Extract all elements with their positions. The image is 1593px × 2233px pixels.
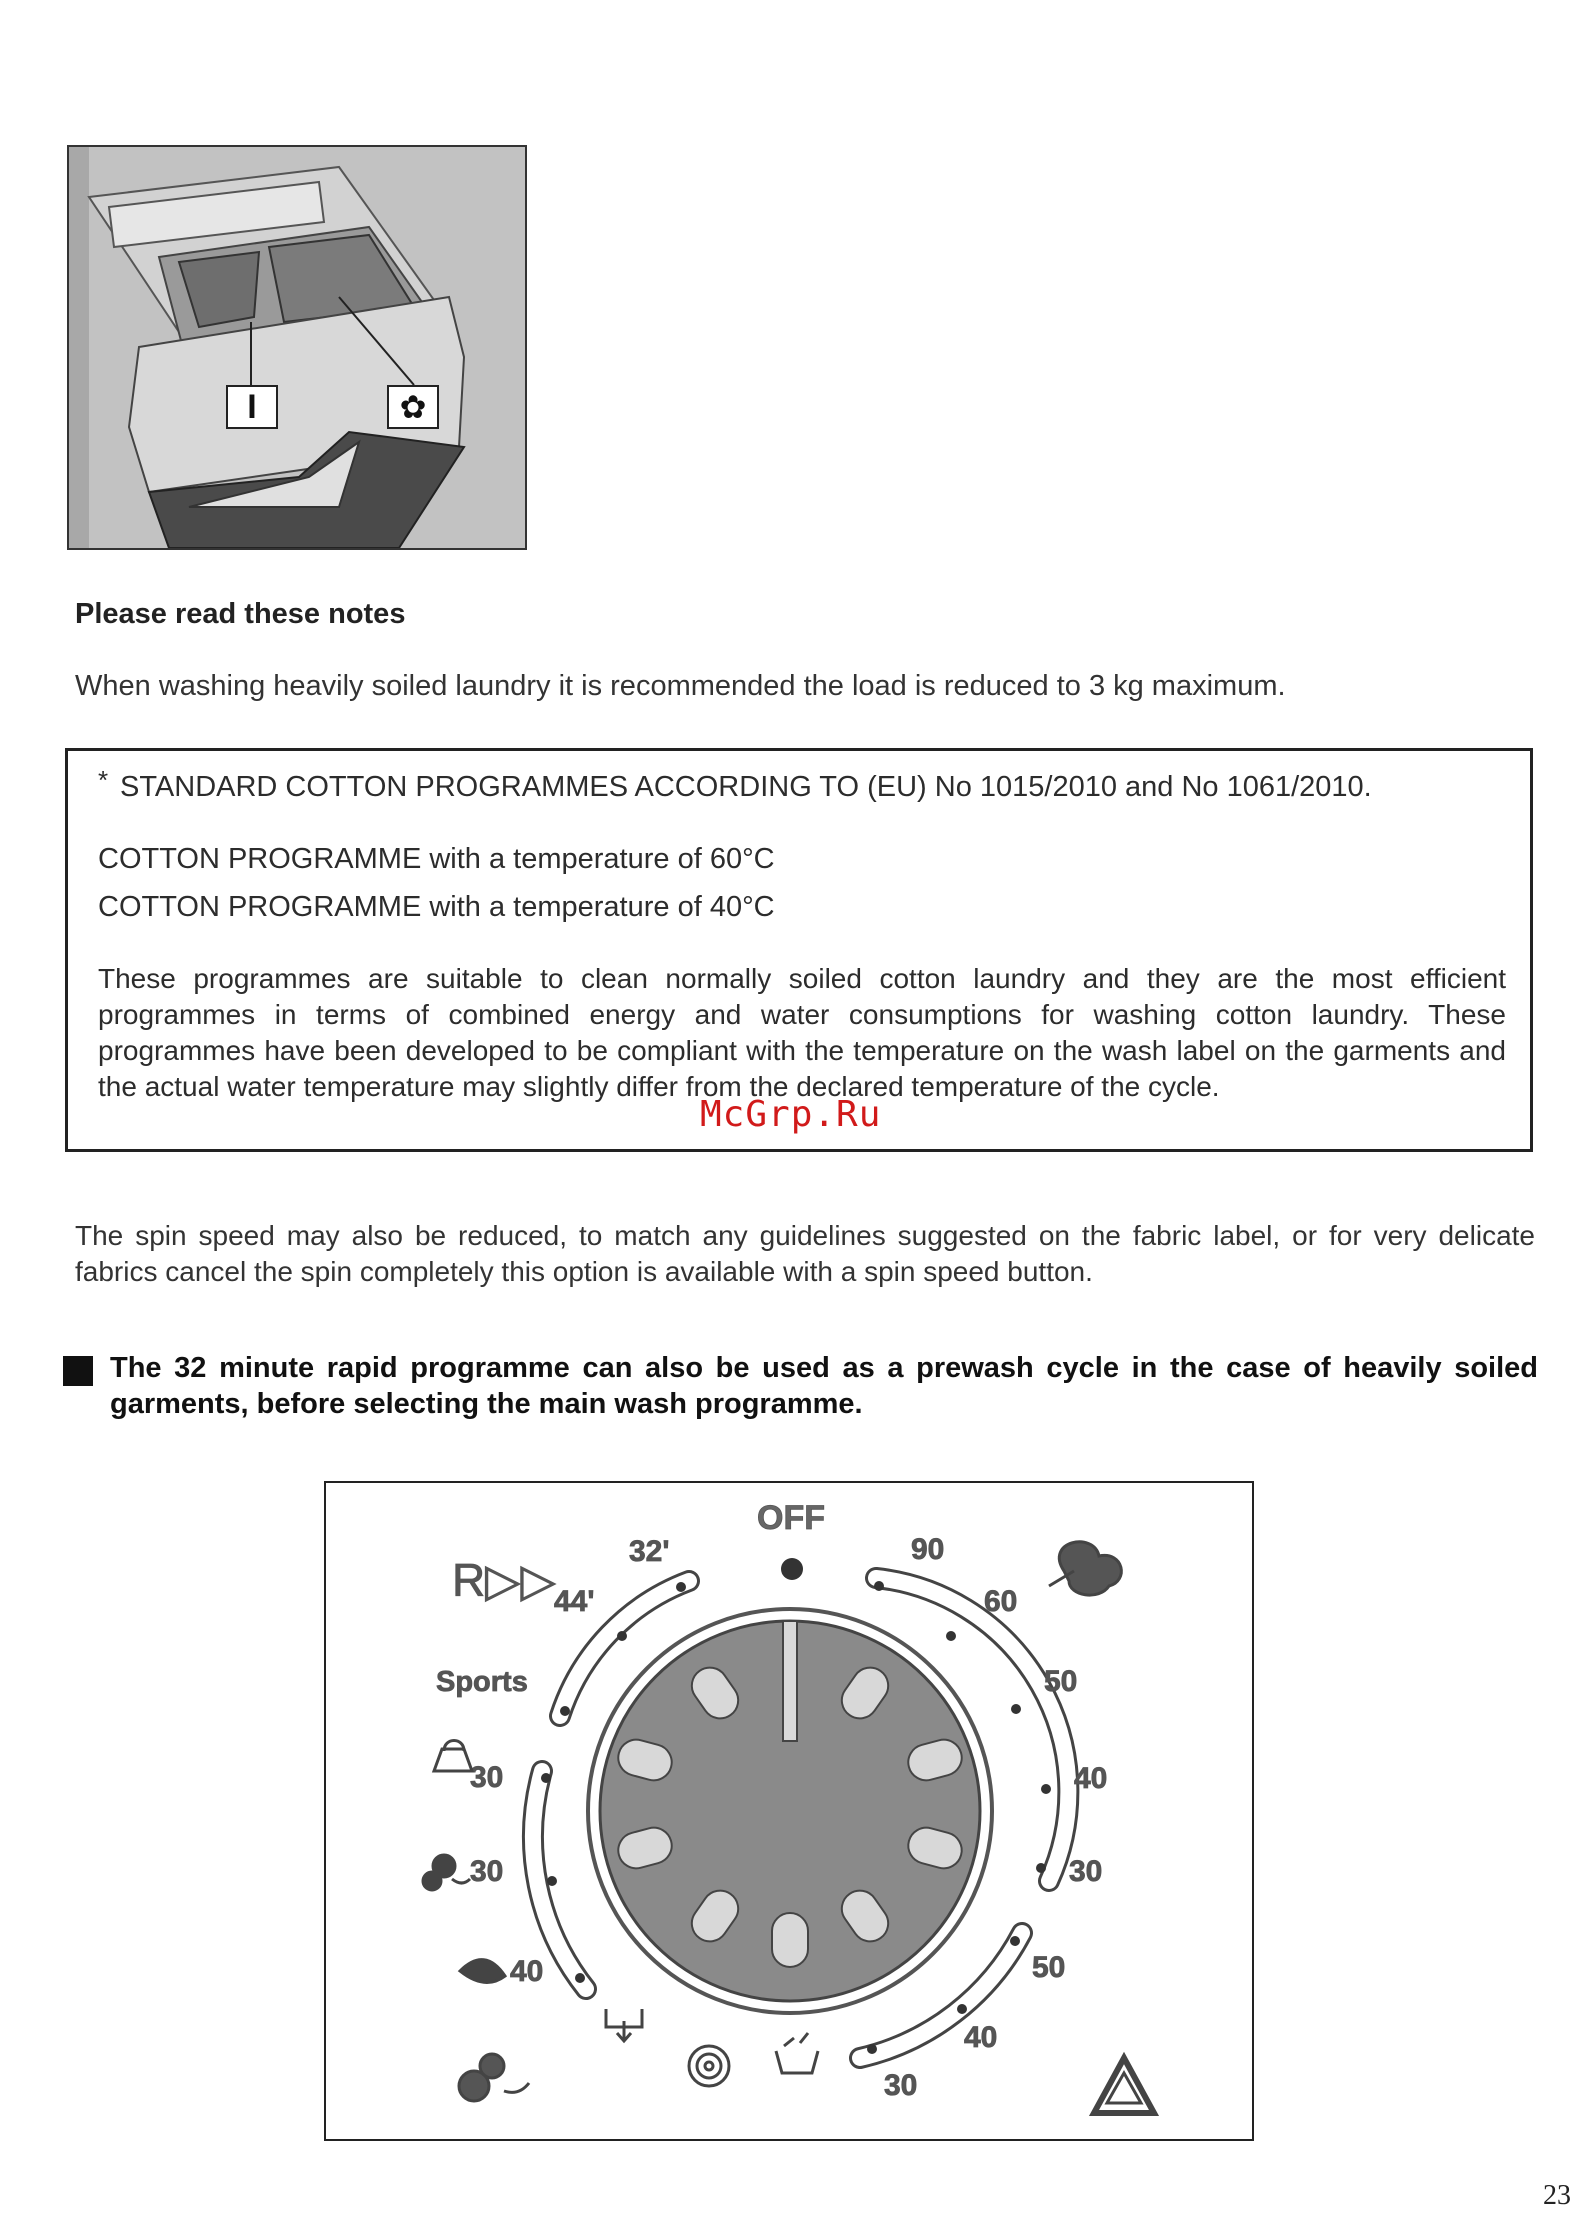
page-number: 23 xyxy=(1543,2180,1571,2211)
watermark: McGrp.Ru xyxy=(700,1094,882,1135)
programme-dial-panel xyxy=(324,1481,1254,2141)
dial-drawing xyxy=(324,1481,1254,2141)
dial-pointer xyxy=(783,1621,797,1741)
sports-label: Sports xyxy=(436,1666,528,1698)
softener-flower-icon: ✿ xyxy=(387,385,439,429)
bullet-square xyxy=(63,1356,93,1386)
cotton-50-label: 50 xyxy=(1044,1665,1078,1698)
cotton-90-label: 90 xyxy=(911,1533,945,1566)
heavily-soiled-note: When washing heavily soiled laundry it is recommended the load is reduced to 3 kg maximum. xyxy=(75,670,1286,702)
rapid-programme-note: The 32 minute rapid programme can also be used as a prewash cycle in the case of heavily soiled garments, before selecting the main wash programme. xyxy=(110,1352,1538,1420)
spin-speed-note: The spin speed may also be reduced, to match any guidelines suggested on the fabric label, or for very delicate fabrics cancel the spin completely this option is available with a spin speed button. xyxy=(75,1220,1535,1287)
rapid-32-label: 32' xyxy=(629,1535,670,1568)
dispenser-drawer-drawing xyxy=(69,147,525,548)
standard-cotton-paragraph: These programmes are suitable to clean normally soiled cotton laundry and they are the most efficient programmes in terms of combined energy and water consumptions for washing cotton laundry. These programmes have been developed to be compliant with the temperature on the wash label on the garments and the actual water temperature may slightly differ from the declared temperature of the cycle. xyxy=(98,963,1506,1102)
compartment-i-label: I xyxy=(226,385,278,429)
hand-wash-30-label: 30 xyxy=(470,1761,504,1794)
synthetic-40-label: 40 xyxy=(964,2021,998,2054)
dispenser-drawer-figure xyxy=(67,145,527,550)
wool-30-label: 30 xyxy=(470,1855,504,1888)
notes-heading: Please read these notes xyxy=(75,598,406,630)
off-dot xyxy=(781,1558,803,1580)
synthetic-30-label: 30 xyxy=(884,2069,918,2102)
cotton-40-line: COTTON PROGRAMME with a temperature of 40°C xyxy=(98,891,775,923)
off-label: OFF xyxy=(757,1499,825,1537)
cotton-60-label: 60 xyxy=(984,1585,1018,1618)
cotton-40-label: 40 xyxy=(1074,1762,1108,1795)
delicate-40-label: 40 xyxy=(510,1955,544,1988)
cotton-60-line: COTTON PROGRAMME with a temperature of 60°C xyxy=(98,843,775,875)
synthetic-50-label: 50 xyxy=(1032,1951,1066,1984)
footnote-star: * xyxy=(98,765,109,795)
standard-cotton-title: STANDARD COTTON PROGRAMMES ACCORDING TO (EU) No 1015/2010 and No 1061/2010. xyxy=(120,771,1372,803)
cotton-30-label: 30 xyxy=(1069,1855,1103,1888)
standard-cotton-box xyxy=(65,748,1533,1152)
rapid-44-label: 44' xyxy=(554,1585,595,1618)
rapid-icon: R▷▷ xyxy=(452,1554,556,1606)
